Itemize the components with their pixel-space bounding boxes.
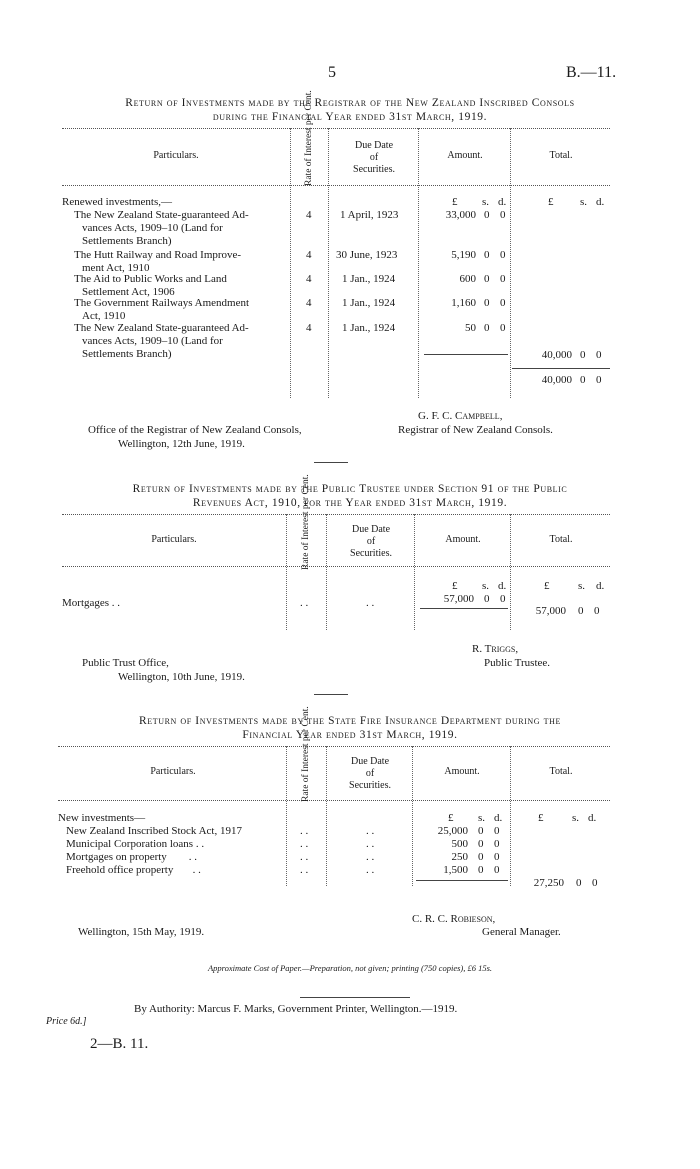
header-due-date: Due Date of Securities.	[353, 140, 395, 175]
section-divider	[314, 462, 348, 463]
signatory-name: R. Triggs,	[472, 643, 519, 655]
header-particulars: Particulars.	[151, 534, 197, 545]
shillings-cell: 0	[484, 593, 490, 605]
section2-title-line1: Return of Investments made by the Public Trustee under Section 91 of the Public	[132, 483, 568, 495]
column-divider	[510, 128, 511, 398]
amount-cell: 5,190	[451, 249, 476, 261]
printer-authority: By Authority: Marcus F. Marks, Government Printer, Wellington.—1919.	[134, 1003, 458, 1015]
signatory-name: C. R. C. Robieson,	[412, 913, 496, 925]
subtotal-shillings: 0	[580, 349, 586, 361]
rate-cell: 4	[306, 297, 312, 309]
table-rule	[58, 746, 610, 747]
pence-cell: 0	[500, 593, 506, 605]
shillings-cell: 0	[478, 851, 484, 863]
table-row: New Zealand Inscribed Stock Act, 1917	[66, 825, 242, 837]
table-row: Mortgages on property . .	[66, 851, 198, 863]
pence-cell: 0	[500, 273, 506, 285]
header-due-date: Due Date of Securities.	[349, 756, 391, 791]
subtotal-pence: 0	[596, 349, 602, 361]
rate-cell: 4	[306, 322, 312, 334]
due-date-cell: . .	[366, 825, 375, 837]
table-rule	[62, 566, 610, 567]
header-rate: Rate of Interest per Cent.	[301, 474, 311, 570]
total-pence: 0	[592, 877, 598, 889]
signatory-name: G. F. C. Campbell,	[418, 410, 503, 422]
column-divider	[510, 514, 511, 630]
header-particulars: Particulars.	[153, 150, 199, 161]
page-number: 5	[328, 64, 336, 81]
pence-cell: 0	[500, 209, 506, 221]
sum-rule	[424, 354, 508, 355]
section2-title-line2: Revenues Act, 1910, for the Year ended 31st March, 1919.	[192, 497, 508, 509]
rate-cell: . .	[300, 864, 309, 876]
intro-text: Renewed investments,—	[62, 196, 172, 208]
currency-pound: £	[538, 812, 544, 824]
amount-cell: 500	[451, 838, 468, 850]
currency-pound: £	[548, 196, 554, 208]
currency-pence: d.	[596, 196, 605, 208]
amount-cell: 50	[465, 322, 476, 334]
subtotal-amount: 40,000	[541, 349, 572, 361]
currency-pence: d.	[498, 196, 507, 208]
paper-reference: 2—B. 11.	[90, 1036, 149, 1052]
pence-cell: 0	[494, 851, 500, 863]
header-rate: Rate of Interest per Cent.	[301, 706, 311, 802]
section3-title-line2: Financial Year ended 31st March, 1919.	[242, 729, 458, 741]
office-address: Office of the Registrar of New Zealand Consols,	[88, 424, 302, 436]
office-date: Wellington, 15th May, 1919.	[78, 926, 205, 938]
shillings-cell: 0	[484, 249, 490, 261]
amount-cell: 250	[451, 851, 468, 863]
office-date: Wellington, 12th June, 1919.	[118, 438, 245, 450]
column-divider	[328, 128, 329, 398]
currency-shillings: s.	[580, 196, 588, 208]
sum-rule	[416, 880, 508, 881]
shillings-cell: 0	[484, 322, 490, 334]
header-amount: Amount.	[447, 150, 483, 161]
total-shillings: 0	[578, 605, 584, 617]
table-row: Mortgages . .	[62, 597, 121, 609]
column-divider	[414, 514, 415, 630]
column-divider	[510, 746, 511, 886]
pence-cell: 0	[500, 297, 506, 309]
amount-cell: 57,000	[443, 593, 474, 605]
rate-cell: . .	[300, 597, 309, 609]
document-code: B.—11.	[566, 64, 617, 81]
total-pence: 0	[594, 605, 600, 617]
rate-cell: . .	[300, 838, 309, 850]
section-divider	[314, 694, 348, 695]
column-divider	[412, 746, 413, 886]
due-date-cell: . .	[366, 597, 375, 609]
due-date-cell: 1 Jan., 1924	[342, 322, 396, 334]
currency-pound: £	[448, 812, 454, 824]
total-amount: 57,000	[535, 605, 566, 617]
signatory-title: General Manager.	[482, 926, 561, 938]
column-divider	[326, 514, 327, 630]
pence-cell: 0	[494, 864, 500, 876]
header-total: Total.	[549, 150, 573, 161]
column-divider	[326, 746, 327, 886]
header-particulars: Particulars.	[150, 766, 196, 777]
due-date-cell: 1 Jan., 1924	[342, 297, 396, 309]
total-amount: 27,250	[533, 877, 564, 889]
sum-rule	[420, 608, 508, 609]
table-rule	[58, 800, 610, 801]
rate-cell: . .	[300, 851, 309, 863]
table-rule	[62, 185, 610, 186]
table-row: The Aid to Public Works and Land Settlement Act, 1906	[74, 273, 227, 298]
rate-cell: 4	[306, 273, 312, 285]
table-row: The Government Railways Amendment Act, 1910	[74, 297, 250, 322]
sum-rule	[512, 368, 610, 369]
rate-cell: . .	[300, 825, 309, 837]
section3-title-line1: Return of Investments made by the State Fire Insurance Department during the	[138, 715, 561, 727]
due-date-cell: 1 Jan., 1924	[342, 273, 396, 285]
due-date-cell: 1 April, 1923	[340, 209, 399, 221]
currency-pence: d.	[596, 580, 605, 592]
due-date-cell: 30 June, 1923	[336, 249, 398, 261]
rate-cell: 4	[306, 249, 312, 261]
header-rate: Rate of Interest per Cent.	[304, 90, 314, 186]
shillings-cell: 0	[478, 864, 484, 876]
cost-note: Approximate Cost of Paper.—Preparation, not given; printing (750 copies), £6 15s.	[207, 963, 493, 973]
grand-total-pence: 0	[596, 374, 602, 386]
amount-cell: 33,000	[445, 209, 476, 221]
grand-total-amount: 40,000	[541, 374, 572, 386]
currency-shillings: s.	[482, 196, 490, 208]
due-date-cell: . .	[366, 851, 375, 863]
due-date-cell: . .	[366, 838, 375, 850]
currency-pound: £	[452, 196, 458, 208]
header-amount: Amount.	[445, 534, 481, 545]
column-divider	[418, 128, 419, 398]
header-total: Total.	[549, 534, 573, 545]
total-shillings: 0	[576, 877, 582, 889]
due-date-cell: . .	[366, 864, 375, 876]
pence-cell: 0	[500, 322, 506, 334]
section1-title-line2: during the Financial Year ended 31st March, 1919.	[212, 111, 488, 123]
column-divider	[286, 746, 287, 886]
shillings-cell: 0	[484, 297, 490, 309]
header-amount: Amount.	[444, 766, 480, 777]
column-divider	[290, 128, 291, 398]
pence-cell: 0	[494, 825, 500, 837]
amount-cell: 1,500	[443, 864, 468, 876]
signatory-title: Registrar of New Zealand Consols.	[398, 424, 553, 436]
currency-shillings: s.	[478, 812, 486, 824]
header-due-date: Due Date of Securities.	[350, 524, 392, 559]
currency-shillings: s.	[572, 812, 580, 824]
intro-text: New investments—	[58, 812, 146, 824]
amount-cell: 25,000	[437, 825, 468, 837]
signatory-title: Public Trustee.	[484, 657, 551, 669]
table-row: Municipal Corporation loans . .	[66, 838, 205, 850]
currency-pound: £	[544, 580, 550, 592]
currency-shillings: s.	[482, 580, 490, 592]
pence-cell: 0	[494, 838, 500, 850]
currency-pence: d.	[498, 580, 507, 592]
header-total: Total.	[549, 766, 573, 777]
table-row: The Hutt Railway and Road Improve- ment Act, 1910	[74, 249, 242, 274]
grand-total-shillings: 0	[580, 374, 586, 386]
table-row: The New Zealand State-guaranteed Ad- vances Acts, 1909–10 (Land for Settlements Branch)	[74, 322, 249, 360]
section1-title-line1: Return of Investments made by the Registrar of the New Zealand Inscribed Consols	[125, 97, 575, 109]
currency-pence: d.	[494, 812, 503, 824]
price: Price 6d.]	[46, 1016, 87, 1027]
rate-cell: 4	[306, 209, 312, 221]
currency-pence: d.	[588, 812, 597, 824]
shillings-cell: 0	[484, 209, 490, 221]
pence-cell: 0	[500, 249, 506, 261]
table-rule	[62, 514, 610, 515]
currency-pound: £	[452, 580, 458, 592]
column-divider	[286, 514, 287, 630]
amount-cell: 600	[459, 273, 476, 285]
shillings-cell: 0	[478, 838, 484, 850]
table-row: Freehold office property . .	[66, 864, 201, 876]
table-row: The New Zealand State-guaranteed Ad- vances Acts, 1909–10 (Land for Settlements Branch)	[74, 209, 249, 247]
shillings-cell: 0	[478, 825, 484, 837]
currency-shillings: s.	[578, 580, 586, 592]
amount-cell: 1,160	[451, 297, 476, 309]
table-rule	[62, 128, 610, 129]
shillings-cell: 0	[484, 273, 490, 285]
footer-rule	[300, 997, 410, 998]
office-address: Public Trust Office,	[82, 657, 169, 669]
office-date: Wellington, 10th June, 1919.	[118, 671, 245, 683]
